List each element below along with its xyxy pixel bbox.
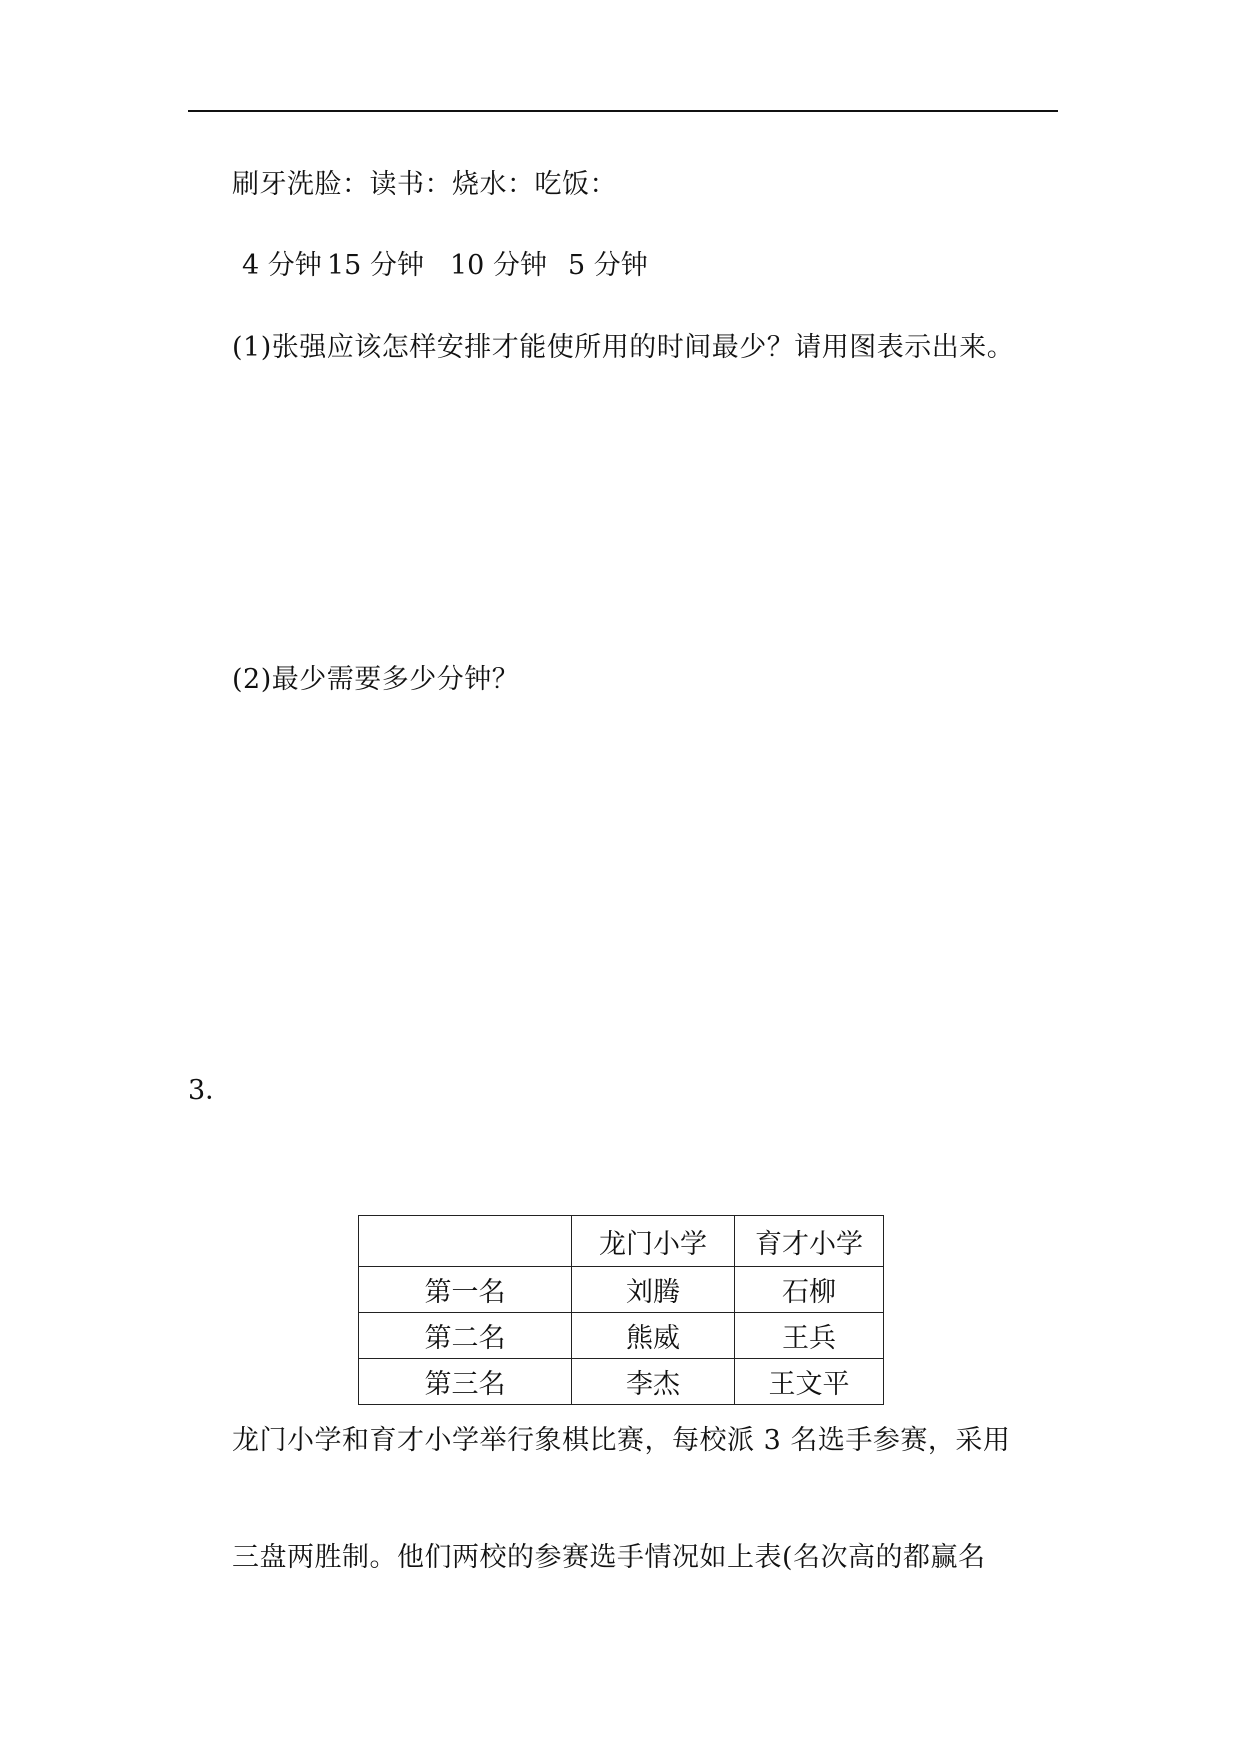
table-cell: 刘腾 — [572, 1267, 735, 1313]
table-header-cell — [359, 1216, 572, 1267]
paragraph-line-2: 三盘两胜制。他们两校的参赛选手情况如上表(名次高的都赢名 — [232, 1542, 986, 1573]
question-2: (2)最少需要多少分钟？ — [232, 664, 520, 695]
table-cell: 第一名 — [359, 1267, 572, 1313]
table-header-row — [359, 1216, 884, 1267]
table-cell: 石柳 — [735, 1267, 884, 1313]
table-cell: 第三名 — [359, 1359, 572, 1405]
question-1: (1)张强应该怎样安排才能使所用的时间最少？请用图表示出来。 — [232, 332, 1015, 363]
duration-reading: 15 分钟 — [327, 250, 424, 281]
players-table — [358, 1215, 884, 1405]
table-row — [359, 1313, 884, 1359]
paragraph-line-1: 龙门小学和育才小学举行象棋比赛，每校派 3 名选手参赛，采用 — [232, 1425, 1011, 1456]
duration-eating: 5 分钟 — [568, 250, 648, 281]
question-3-number: 3． — [188, 1075, 233, 1106]
table-cell: 熊威 — [572, 1313, 735, 1359]
table-row — [359, 1267, 884, 1313]
table-cell: 第二名 — [359, 1313, 572, 1359]
table-cell: 李杰 — [572, 1359, 735, 1405]
tasks-line: 刷牙洗脸：读书：烧水：吃饭： — [232, 169, 617, 200]
table-header-cell: 育才小学 — [735, 1216, 884, 1267]
table-cell: 王兵 — [735, 1313, 884, 1359]
table-row — [359, 1359, 884, 1405]
header-rule — [188, 110, 1058, 112]
duration-boiling: 10 分钟 — [450, 250, 547, 281]
duration-brushing: 4 分钟 — [242, 250, 322, 281]
table-cell: 王文平 — [735, 1359, 884, 1405]
table-header-cell: 龙门小学 — [572, 1216, 735, 1267]
